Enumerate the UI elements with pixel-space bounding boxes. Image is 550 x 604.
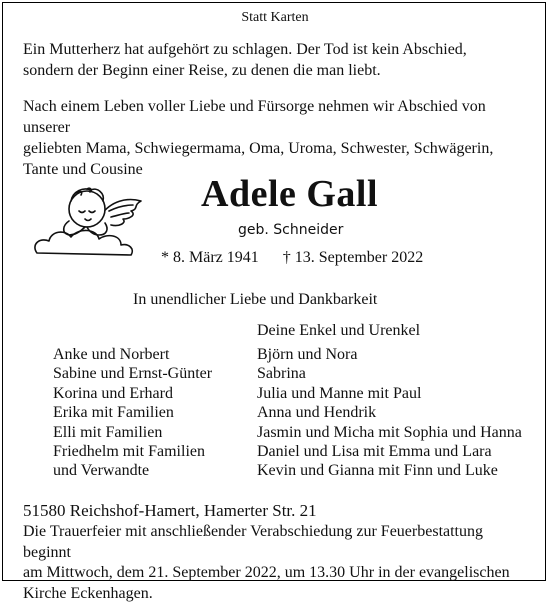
family-member: Erika mit Familien	[53, 403, 212, 422]
service-line: Die Trauerfeier mit anschließender Verabschiedung zur Feuerbestattung beginnt	[23, 522, 533, 563]
service-info	[23, 522, 533, 604]
family-member: Anna und Hendrik	[257, 403, 522, 422]
header-text: Statt Karten	[3, 10, 547, 26]
birth-date: * 8. März 1941	[161, 249, 259, 266]
intro-line: Nach einem Leben voller Liebe und Fürsorge nehmen wir Abschied von unserer	[23, 96, 523, 138]
service-line: am Mittwoch, dem 21. September 2022, um 13.30 Uhr in der evangelischen	[23, 563, 533, 584]
family-member: Korina und Erhard	[53, 384, 212, 403]
family-member: Jasmin und Micha mit Sophia und Hanna	[257, 423, 522, 442]
quote	[23, 39, 523, 81]
intro-text	[23, 96, 523, 180]
family-member: Sabine und Ernst-Günter	[53, 364, 212, 383]
family-member: und Verwandte	[53, 461, 212, 480]
obituary-card	[2, 2, 546, 581]
birth-name: geb. Schneider	[238, 222, 343, 238]
address: 51580 Reichshof-Hamert, Hamerter Str. 21	[23, 501, 317, 521]
angel-illustration	[23, 175, 155, 263]
quote-line: sondern der Beginn einer Reise, zu denen die man liebt.	[23, 60, 523, 81]
service-line: Kirche Eckenhagen.	[23, 584, 533, 604]
deceased-name: Adele Gall	[201, 172, 378, 216]
family-member: Anke und Norbert	[53, 345, 212, 364]
death-date: † 13. September 2022	[283, 249, 423, 266]
family-member: Kevin und Gianna mit Finn und Luke	[257, 461, 522, 480]
family-list-left	[53, 345, 212, 481]
thanks-line: In unendlicher Liebe und Dankbarkeit	[133, 291, 377, 309]
family-list-right	[257, 345, 522, 481]
grandchildren-title: Deine Enkel und Urenkel	[257, 321, 420, 340]
family-member: Sabrina	[257, 364, 522, 383]
family-member: Friedhelm mit Familien	[53, 442, 212, 461]
life-dates	[161, 249, 447, 267]
family-member: Daniel und Lisa mit Emma und Lara	[257, 442, 522, 461]
family-member: Elli mit Familien	[53, 423, 212, 442]
intro-line: Tante und Cousine	[23, 159, 523, 180]
family-member: Björn und Nora	[257, 345, 522, 364]
quote-line: Ein Mutterherz hat aufgehört zu schlagen. Der Tod ist kein Abschied,	[23, 39, 523, 60]
intro-line: geliebten Mama, Schwiegermama, Oma, Uroma, Schwester, Schwägerin,	[23, 138, 523, 159]
family-member: Julia und Manne mit Paul	[257, 384, 522, 403]
